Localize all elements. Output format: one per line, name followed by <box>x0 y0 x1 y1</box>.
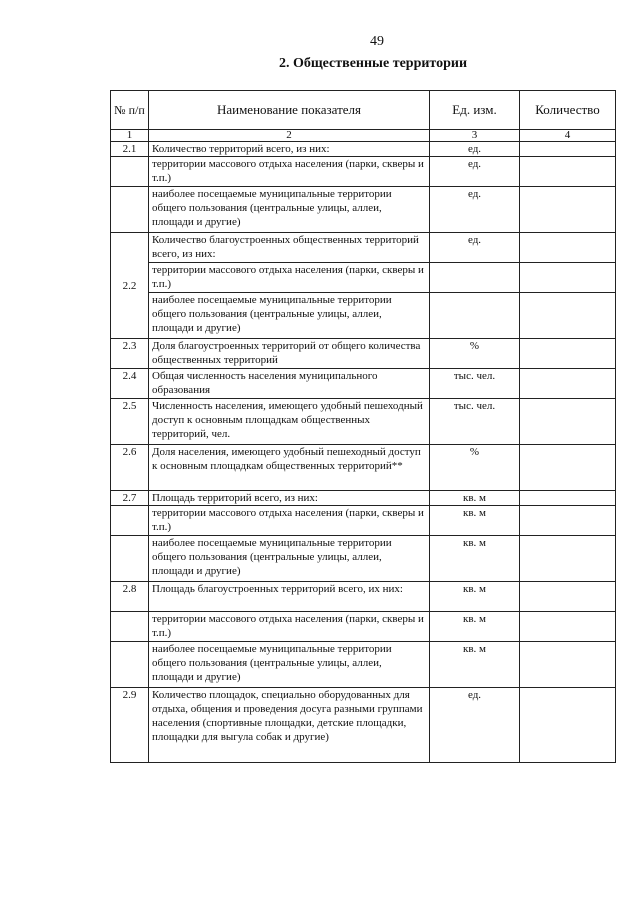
quantity-cell[interactable] <box>520 506 616 536</box>
unit-cell: кв. м <box>430 642 520 688</box>
row-number: 2.4 <box>111 369 149 399</box>
quantity-cell[interactable] <box>520 642 616 688</box>
table-row <box>111 536 616 582</box>
header-num: № п/п <box>111 91 149 130</box>
table-row <box>111 233 616 263</box>
table-row <box>111 399 616 445</box>
table-row <box>111 142 616 157</box>
table-row <box>111 187 616 233</box>
unit-cell: кв. м <box>430 582 520 612</box>
indicator-name: Количество территорий всего, из них: <box>149 142 430 157</box>
row-number <box>111 612 149 642</box>
section-title: 2. Общественные территории <box>278 56 468 71</box>
quantity-cell[interactable] <box>520 491 616 506</box>
indicators-table <box>110 90 616 763</box>
unit-cell: ед. <box>430 688 520 763</box>
table-row <box>111 369 616 399</box>
table-row <box>111 688 616 763</box>
table-row <box>111 293 616 339</box>
quantity-cell[interactable] <box>520 445 616 491</box>
table-row <box>111 157 616 187</box>
column-numbers-row <box>111 130 616 142</box>
unit-cell: кв. м <box>430 491 520 506</box>
table-row <box>111 491 616 506</box>
quantity-cell[interactable] <box>520 233 616 263</box>
quantity-cell[interactable] <box>520 293 616 339</box>
row-number: 2.3 <box>111 339 149 369</box>
unit-cell: ед. <box>430 187 520 233</box>
table-row <box>111 445 616 491</box>
table-row <box>111 339 616 369</box>
column-number: 2 <box>149 130 430 142</box>
unit-cell: кв. м <box>430 536 520 582</box>
quantity-cell[interactable] <box>520 187 616 233</box>
unit-cell: ед. <box>430 142 520 157</box>
quantity-cell[interactable] <box>520 688 616 763</box>
header-name: Наименование показателя <box>149 91 430 130</box>
indicator-name: Доля благоустроенных территорий от общего количества общественных территорий <box>149 339 430 369</box>
unit-cell: тыс. чел. <box>430 399 520 445</box>
unit-cell: тыс. чел. <box>430 369 520 399</box>
unit-cell <box>430 263 520 293</box>
table-row <box>111 506 616 536</box>
row-number: 2.9 <box>111 688 149 763</box>
column-number: 4 <box>520 130 616 142</box>
unit-cell: кв. м <box>430 506 520 536</box>
quantity-cell[interactable] <box>520 263 616 293</box>
indicator-name: Количество площадок, специально оборудованных для отдыха, общения и проведения досуга разными группами населения (спортивные площадки, детские площадки, площадки для выгула собак и другие) <box>149 688 430 763</box>
indicator-name: Площадь территорий всего, из них: <box>149 491 430 506</box>
indicator-name: Количество благоустроенных общественных территорий всего, из них: <box>149 233 430 263</box>
unit-cell: ед. <box>430 233 520 263</box>
quantity-cell[interactable] <box>520 399 616 445</box>
row-number: 2.1 <box>111 142 149 157</box>
indicator-name: Численность населения, имеющего удобный пешеходный доступ к основным площадкам общественных территорий, чел. <box>149 399 430 445</box>
table-row <box>111 612 616 642</box>
quantity-cell[interactable] <box>520 142 616 157</box>
table-header-row <box>111 91 616 130</box>
quantity-cell[interactable] <box>520 582 616 612</box>
row-number <box>111 536 149 582</box>
row-number: 2.5 <box>111 399 149 445</box>
row-number: 2.6 <box>111 445 149 491</box>
table-body <box>111 142 616 763</box>
indicator-name: наиболее посещаемые муниципальные территории общего пользования (центральные улицы, аллеи, площади и другие) <box>149 187 430 233</box>
unit-cell: % <box>430 339 520 369</box>
unit-cell: ед. <box>430 157 520 187</box>
quantity-cell[interactable] <box>520 369 616 399</box>
indicator-name: наиболее посещаемые муниципальные территории общего пользования (центральные улицы, аллеи, площади и другие) <box>149 293 430 339</box>
indicator-name: территории массового отдыха населения (парки, скверы и т.п.) <box>149 157 430 187</box>
header-qty: Количество <box>520 91 616 130</box>
header-unit: Ед. изм. <box>430 91 520 130</box>
page-number: 49 <box>370 34 384 49</box>
column-number: 1 <box>111 130 149 142</box>
row-number: 2.8 <box>111 582 149 612</box>
indicator-name: Площадь благоустроенных территорий всего, их них: <box>149 582 430 612</box>
quantity-cell[interactable] <box>520 339 616 369</box>
quantity-cell[interactable] <box>520 612 616 642</box>
indicator-name: наиболее посещаемые муниципальные территории общего пользования (центральные улицы, аллеи, площади и другие) <box>149 536 430 582</box>
row-number <box>111 157 149 187</box>
row-number: 2.7 <box>111 491 149 506</box>
indicator-name: наиболее посещаемые муниципальные территории общего пользования (центральные улицы, аллеи, площади и другие) <box>149 642 430 688</box>
row-number <box>111 506 149 536</box>
indicator-name: территории массового отдыха населения (парки, скверы и т.п.) <box>149 506 430 536</box>
column-number: 3 <box>430 130 520 142</box>
unit-cell: % <box>430 445 520 491</box>
quantity-cell[interactable] <box>520 157 616 187</box>
indicator-name: территории массового отдыха населения (парки, скверы и т.п.) <box>149 263 430 293</box>
row-number: 2.2 <box>111 233 149 339</box>
table-row <box>111 642 616 688</box>
table-row <box>111 263 616 293</box>
unit-cell <box>430 293 520 339</box>
row-number <box>111 187 149 233</box>
indicator-name: Доля населения, имеющего удобный пешеходный доступ к основным площадкам общественных территорий** <box>149 445 430 491</box>
unit-cell: кв. м <box>430 612 520 642</box>
indicator-name: территории массового отдыха населения (парки, скверы и т.п.) <box>149 612 430 642</box>
row-number <box>111 642 149 688</box>
table-row <box>111 582 616 612</box>
quantity-cell[interactable] <box>520 536 616 582</box>
indicator-name: Общая численность населения муниципального образования <box>149 369 430 399</box>
